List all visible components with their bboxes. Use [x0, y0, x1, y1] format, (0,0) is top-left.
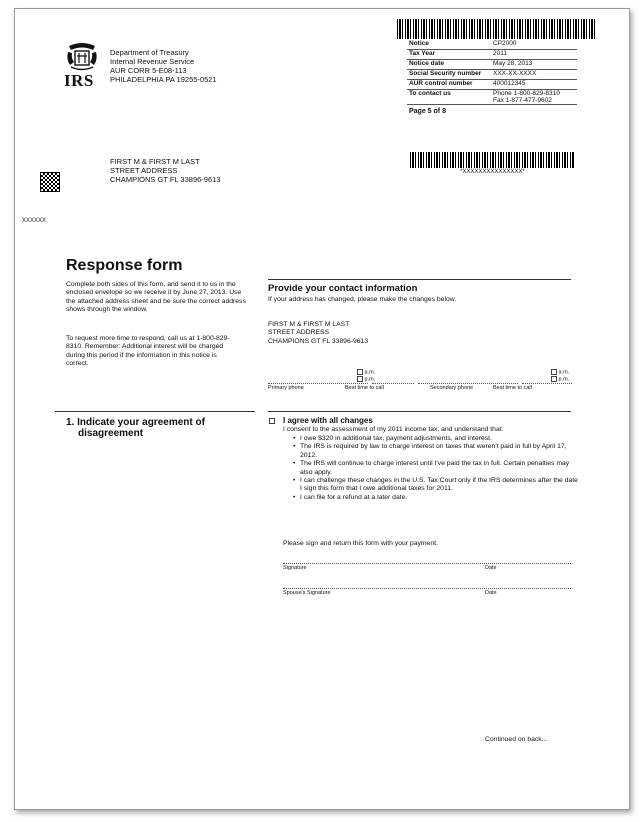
recipient-address	[110, 157, 220, 184]
fax-value: Fax 1-877-477-9602	[493, 97, 552, 104]
instructions-paragraph-2: To request more time to respond, call us at 1-800-829-8310. Remember: Additional interest will be charged during this period if the information in this notice is correct.	[66, 335, 230, 368]
spouse-signature-label: Spouse's Signature	[283, 590, 331, 596]
continued-text: Continued on back...	[485, 736, 548, 743]
primary-am-label: a.m.	[364, 369, 376, 376]
notice-value: CP2000	[491, 40, 577, 50]
recipient-line-3: CHAMPIONS GT FL 33896-9613	[110, 175, 221, 184]
contact-label: To contact us	[407, 90, 491, 105]
document-page	[14, 8, 630, 810]
aur-value: 400012345	[491, 80, 577, 90]
ssn-label: Social Security number	[407, 70, 491, 80]
secondary-phone-line[interactable]	[418, 383, 518, 384]
agreement-bullets	[290, 435, 580, 502]
notice-label: Notice	[407, 40, 491, 50]
date-label-1: Date	[485, 565, 497, 571]
best-time-label-2: Best time to call	[493, 385, 532, 391]
sender-line-3: AUR CORR 5-E08-113	[110, 66, 187, 75]
tax-year-label: Tax Year	[407, 50, 491, 60]
qr-code	[40, 172, 60, 192]
section1-rule-right	[268, 411, 571, 412]
top-barcode	[397, 19, 597, 39]
tax-year-value: 2011	[491, 50, 577, 60]
section1-heading-line-2: disagreement	[78, 428, 144, 439]
secondary-am-label: a.m.	[558, 369, 570, 376]
secondary-phone-label: Secondary phone	[430, 385, 474, 391]
primary-phone-line[interactable]	[268, 383, 368, 384]
spouse-signature-line[interactable]	[283, 588, 571, 589]
agree-checkbox[interactable]	[269, 418, 275, 424]
primary-pm-checkbox[interactable]	[357, 376, 363, 382]
secondary-pm-label: p.m.	[558, 376, 570, 383]
sender-line-2: Internal Revenue Service	[110, 57, 195, 66]
sign-instruction: Please sign and return this form with your payment.	[283, 540, 438, 547]
phone-value: Phone 1-800-829-8310	[493, 90, 560, 97]
consent-text: I consent to the assessment of my 2011 income tax, and understand that:	[283, 426, 504, 433]
notice-date-value: May 28, 2013	[491, 60, 577, 70]
irs-logo-text: IRS	[64, 71, 94, 90]
sender-line-4: PHILADELPHIA PA 19255-0521	[110, 75, 217, 84]
contact-address	[268, 321, 368, 346]
page-number: Page 5 of 8	[409, 108, 446, 115]
notice-info-table	[407, 40, 577, 116]
tax-year-row	[407, 50, 577, 60]
primary-am-checkbox[interactable]	[357, 369, 363, 375]
sender-address	[110, 48, 217, 84]
primary-am-pm	[357, 369, 375, 383]
contact-subtitle: If your address has changed, please make the changes below.	[268, 296, 457, 303]
bullet-item: • I can file for a refund at a later date.	[300, 494, 580, 502]
primary-pm-label: p.m.	[364, 376, 376, 383]
agree-heading: I agree with all changes	[283, 416, 373, 425]
barcode-text: *XXXXXXXXXXXXXXX*	[460, 169, 525, 175]
recipient-line-1: FIRST M & FIRST M LAST	[110, 157, 200, 166]
signature-line[interactable]	[283, 563, 571, 564]
mail-barcode	[410, 152, 575, 168]
form-title: Response form	[66, 257, 183, 274]
instructions-paragraph-1: Complete both sides of this form, and send it to us in the enclosed envelope so we receive it by June 27, 2013. Use the attached address sheet and be sure the correct address shows through the window.	[66, 281, 246, 314]
secondary-am-pm	[551, 369, 569, 383]
primary-phone-label: Primary phone	[268, 385, 304, 391]
section1-heading-line-1: 1. Indicate your agreement of	[66, 417, 205, 428]
notice-date-row	[407, 60, 577, 70]
aur-label: AUR control number	[407, 80, 491, 90]
bullet-item: • The IRS will continue to charge interest until I've paid the tax in full. Certain penalties may also apply.	[300, 460, 580, 477]
contact-address-line-2: STREET ADDRESS	[268, 329, 330, 337]
contact-address-line-3: CHAMPIONS GT FL 33896-9613	[268, 337, 369, 345]
ssn-row	[407, 70, 577, 80]
contact-heading: Provide your contact information	[268, 283, 418, 294]
bullet-item: • I owe $320 in additional tax, payment adjustments, and interest.	[300, 435, 580, 443]
ssn-value: XXX-XX-XXXX	[491, 70, 577, 80]
contact-top-rule	[268, 279, 571, 280]
bullet-item: • I can challenge these changes in the U.S. Tax Court only if the IRS determines after the date I sign this form that I owe additional taxes for 2011.	[300, 477, 580, 494]
notice-date-label: Notice date	[407, 60, 491, 70]
secondary-am-checkbox[interactable]	[551, 369, 557, 375]
secondary-pm-checkbox[interactable]	[551, 376, 557, 382]
contact-row	[407, 90, 577, 105]
notice-row	[407, 40, 577, 50]
aur-row	[407, 80, 577, 90]
signature-label: Signature	[283, 565, 307, 571]
recipient-line-2: STREET ADDRESS	[110, 166, 178, 175]
xxxxxx-text: XXXXXX	[22, 218, 47, 224]
section1-heading	[66, 417, 205, 439]
date-label-2: Date	[485, 590, 497, 596]
best-time-line-2[interactable]	[522, 383, 572, 384]
section1-rule-left	[55, 411, 255, 412]
best-time-line-1[interactable]	[372, 383, 414, 384]
irs-eagle-logo	[65, 42, 99, 72]
bullet-item: • The IRS is required by law to charge interest on taxes that weren't paid in full by April 17, 2012.	[300, 443, 580, 460]
contact-value	[491, 90, 577, 105]
best-time-label-1: Best time to call	[345, 385, 384, 391]
sender-line-1: Department of Treasury	[110, 48, 189, 57]
contact-address-line-1: FIRST M & FIRST M LAST	[268, 321, 350, 328]
